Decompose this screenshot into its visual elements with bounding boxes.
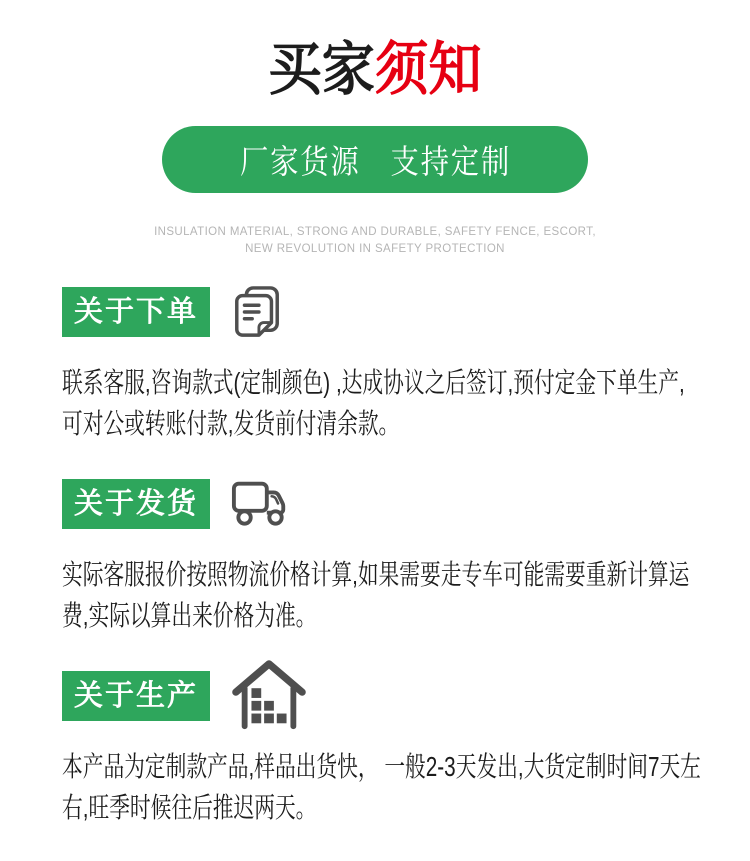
section-label-production: 关于生产 — [62, 671, 210, 721]
subtitle-line-1: INSULATION MATERIAL, STRONG AND DURABLE, SAFETY FENCE, ESCORT, — [154, 226, 596, 238]
paragraph-line: 右,旺季时候往后推迟两天。 — [62, 792, 317, 823]
factory-source-banner — [162, 126, 588, 193]
section-shipping-text — [62, 554, 710, 636]
section-shipping-header — [62, 478, 710, 530]
english-subtitle — [0, 224, 750, 258]
section-shipping — [62, 478, 710, 636]
paragraph-line: 实际客服报价按照物流价格计算,如果需要走专车可能需要重新计算运 — [62, 559, 690, 590]
paragraph-line: 费,实际以算出来价格为准。 — [62, 600, 317, 631]
paragraph-line: 可对公或转账付款,发货前付清余款。 — [62, 408, 400, 439]
title-part-red: 须知 — [375, 37, 482, 102]
factory-icon — [231, 658, 307, 734]
title-part-black: 买家 — [268, 37, 375, 102]
section-ordering-text — [62, 362, 710, 444]
paragraph-line: 联系客服,咨询款式(定制颜色) ,达成协议之后签订,预付定金下单生产, — [62, 367, 685, 398]
section-production-text — [62, 746, 710, 828]
section-production-header — [62, 670, 710, 722]
section-production — [62, 670, 710, 828]
page-title — [30, 36, 720, 104]
document-icon — [231, 284, 283, 340]
section-label-ordering: 关于下单 — [62, 287, 210, 337]
section-label-shipping: 关于发货 — [62, 479, 210, 529]
subtitle-line-2: NEW REVOLUTION IN SAFETY PROTECTION — [245, 243, 505, 255]
banner-label: 厂家货源 支持定制 — [239, 143, 511, 180]
truck-icon — [231, 480, 291, 528]
section-ordering — [62, 286, 710, 444]
section-ordering-header — [62, 286, 710, 338]
paragraph-line: 本产品为定制款产品,样品出货快， 一般2-3天发出,大货定制时间7天左 — [62, 751, 701, 782]
